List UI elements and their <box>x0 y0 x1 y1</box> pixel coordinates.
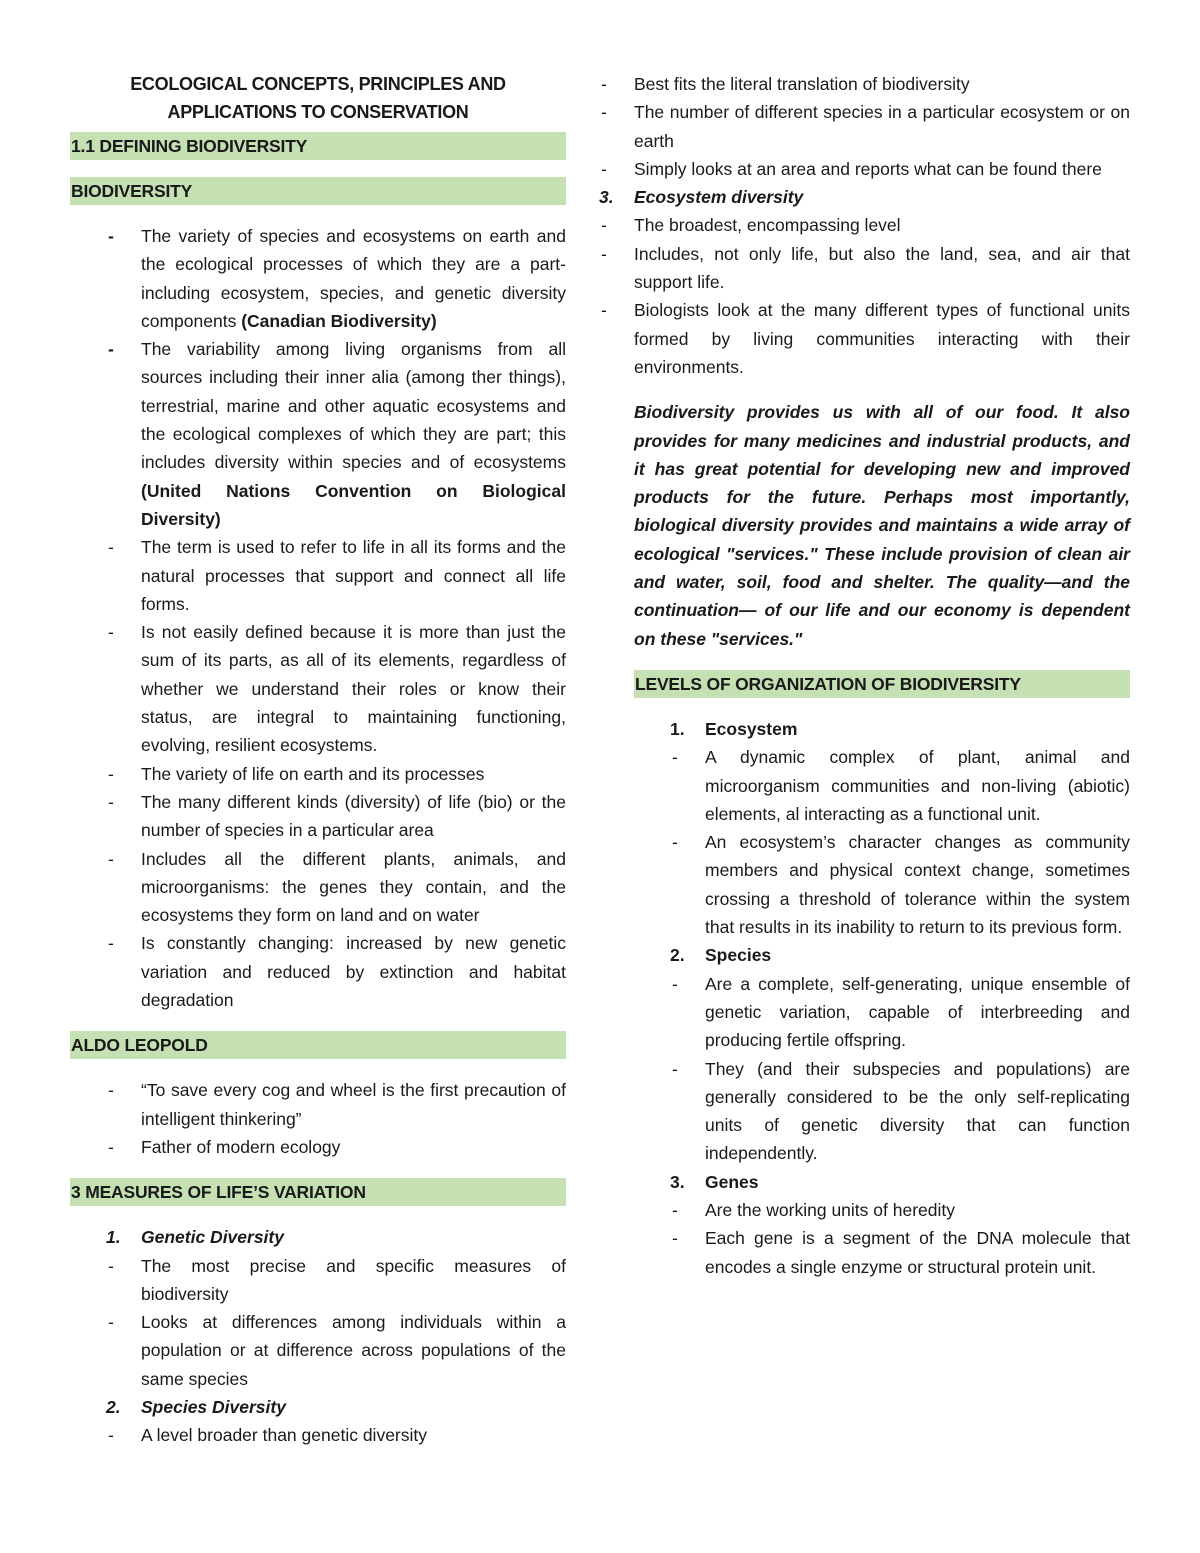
item-title: Genetic Diversity <box>141 1227 284 1248</box>
left-column <box>70 70 566 1450</box>
document-title <box>70 70 566 126</box>
item-number: 3. <box>670 1171 685 1192</box>
section-heading-defining-biodiversity: 1.1 DEFINING BIODIVERSITY <box>70 132 566 160</box>
biodiversity-services-paragraph: Biodiversity provides us with all of our food. It also provides for many medicines and industrial products, and it has great potential for developing new and improved products for the future. Perhaps most importantly, biological diversity provides and maintains a wide array of ecological "services." These include provision of clean air and water, soil, food and shelter. The quality—and the continuation— of our life and our economy is dependent on these "services." <box>634 402 1130 649</box>
list-item: - The many different kinds (diversity) of life (bio) or the number of species in a particular area <box>70 788 566 845</box>
item-number: 1. <box>106 1227 121 1248</box>
measure-genetic-heading <box>70 1223 566 1251</box>
right-column <box>599 70 1130 1281</box>
list-item: - The number of different species in a particular ecosystem or on earth <box>563 98 1130 155</box>
level-genes-list <box>634 1196 1130 1281</box>
measure-ecosystem-heading <box>563 183 1130 211</box>
level-species-heading <box>634 941 1130 969</box>
list-item: - They (and their subspecies and populations) are generally considered to be the only self-replicating units of genetic diversity that can function independently. <box>634 1055 1130 1168</box>
title-line-1: ECOLOGICAL CONCEPTS, PRINCIPLES AND <box>130 74 506 94</box>
list-item: - Includes, not only life, but also the land, sea, and air that support life. <box>563 240 1130 297</box>
list-item: - Simply looks at an area and reports what can be found there <box>563 155 1130 183</box>
list-item: - The broadest, encompassing level <box>563 211 1130 239</box>
level-ecosystem-heading <box>634 715 1130 743</box>
list-item: - The variety of life on earth and its processes <box>70 760 566 788</box>
list-item: - Each gene is a segment of the DNA molecule that encodes a single enzyme or structural protein unit. <box>634 1224 1130 1281</box>
item-number: 2. <box>670 945 685 966</box>
list-item: - Is constantly changing: increased by new genetic variation and reduced by extinction and habitat degradation <box>70 929 566 1014</box>
level-species-list <box>634 970 1130 1168</box>
source-citation: (Canadian Biodiversity) <box>241 310 437 331</box>
item-number: 3. <box>599 187 614 208</box>
ecosystem-diversity-list <box>563 211 1130 381</box>
species-diversity-list-part-2 <box>563 70 1130 183</box>
list-item: - Includes all the different plants, animals, and microorganisms: the genes they contain, and the ecosystems they form on land and on water <box>70 845 566 930</box>
title-line-2: APPLICATIONS TO CONSERVATION <box>167 102 469 122</box>
list-item: - The term is used to refer to life in all its forms and the natural processes that support and connect all life forms. <box>70 533 566 618</box>
list-item: - Father of modern ecology <box>70 1133 566 1161</box>
item-title: Species Diversity <box>141 1396 286 1417</box>
item-title: Ecosystem <box>705 718 798 739</box>
list-item: - Best fits the literal translation of biodiversity <box>563 70 1130 98</box>
list-item: - An ecosystem’s character changes as community members and physical context change, sometimes crossing a threshold of tolerance within the system that results in its inability to return to its previous form. <box>634 828 1130 941</box>
aldo-leopold-list <box>70 1076 566 1161</box>
list-item: - Looks at differences among individuals within a population or at difference across populations of the same species <box>70 1308 566 1393</box>
section-heading-measures: 3 MEASURES OF LIFE’S VARIATION <box>70 1178 566 1206</box>
list-item: - Are the working units of heredity <box>634 1196 1130 1224</box>
source-citation: (United Nations Convention on Biological Diversity) <box>141 480 566 529</box>
item-number: 1. <box>670 718 685 739</box>
section-heading-aldo-leopold: ALDO LEOPOLD <box>70 1031 566 1059</box>
item-title: Genes <box>705 1171 759 1192</box>
item-number: 2. <box>106 1396 121 1417</box>
list-item: - “To save every cog and wheel is the first precaution of intelligent thinkering” <box>70 1076 566 1133</box>
list-item: - Is not easily defined because it is more than just the sum of its parts, as all of its elements, regardless of whether we understand their roles or know their status, are integral to maintaining functioning, evolving, resilient ecosystems. <box>70 618 566 759</box>
item-title: Species <box>705 945 772 966</box>
section-heading-biodiversity: BIODIVERSITY <box>70 177 566 205</box>
biodiversity-definitions-list <box>70 222 566 533</box>
biodiversity-descriptions-list <box>70 533 566 1014</box>
level-ecosystem-list <box>634 743 1130 941</box>
level-genes-heading <box>634 1168 1130 1196</box>
item-title: Ecosystem diversity <box>634 187 804 208</box>
list-item: - A dynamic complex of plant, animal and microorganism communities and non-living (abiotic) elements, al interacting as a functional unit. <box>634 743 1130 828</box>
list-item: - Biologists look at the many different types of functional units formed by living communities interacting with their environments. <box>563 296 1130 381</box>
list-item: - Are a complete, self-generating, unique ensemble of genetic variation, capable of interbreeding and producing fertile offspring. <box>634 970 1130 1055</box>
list-item: - The variety of species and ecosystems on earth and the ecological processes of which they are a part- including ecosystem, species, and genetic diversity components (Canadian Biodiversity) <box>70 222 566 335</box>
genetic-diversity-list <box>70 1252 566 1393</box>
species-diversity-list-part-1 <box>70 1421 566 1449</box>
list-item: - The most precise and specific measures of biodiversity <box>70 1252 566 1309</box>
list-item: - A level broader than genetic diversity <box>70 1421 566 1449</box>
list-item: - The variability among living organisms from all sources including their inner alia (among ther things), terrestrial, marine and other aquatic ecosystems and the ecological complexes of which they are part; this includes diversity within species and of ecosystems (United Nations Convention on Biological Diversity) <box>70 335 566 533</box>
section-heading-levels: LEVELS OF ORGANIZATION OF BIODIVERSITY <box>634 670 1130 698</box>
measure-species-heading <box>70 1393 566 1421</box>
